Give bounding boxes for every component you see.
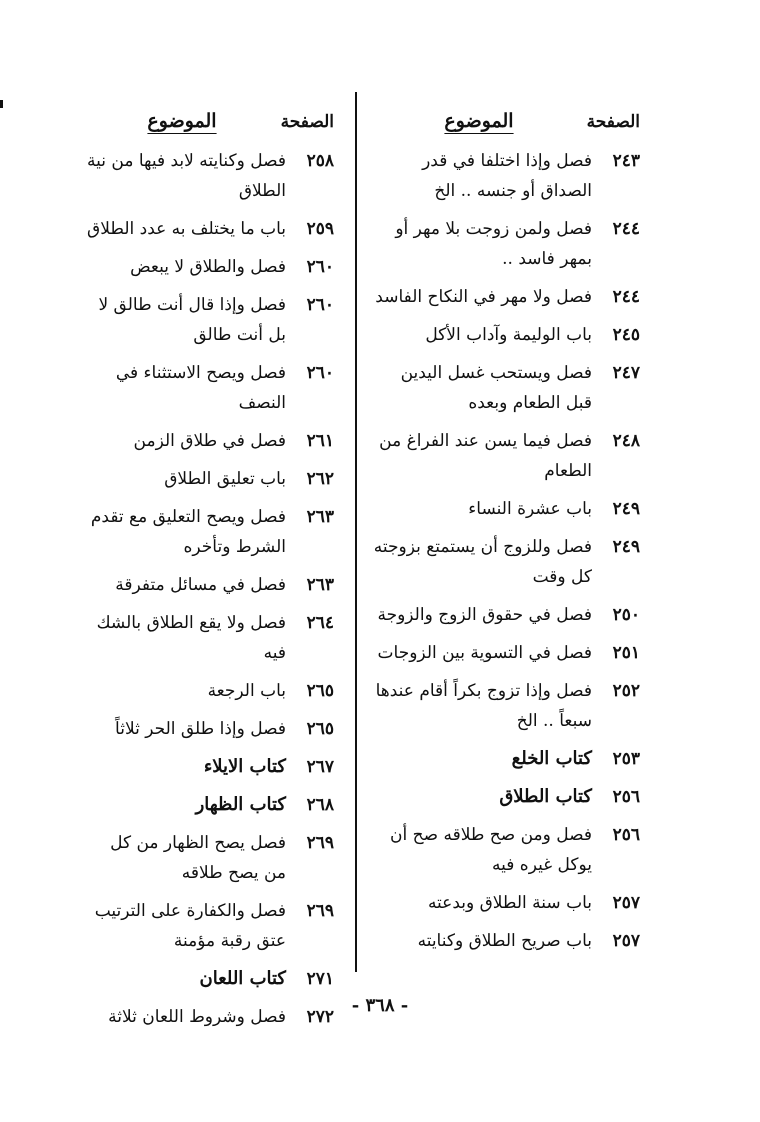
toc-entry-title: فصل يصح الظهار من كل من يصح طلاقه: [110, 833, 286, 883]
toc-entry: [372, 494, 640, 524]
toc-entry-page: ٢٦٥: [306, 719, 334, 739]
toc-entry-page: ٢٦٧: [306, 757, 334, 777]
toc-entry-title: فصل في التسوية بين الزوجات: [377, 643, 592, 663]
column-header: [372, 100, 640, 132]
toc-entry-title: كتاب الايلاء: [203, 756, 286, 777]
toc-entry-title: فصل ويستحب غسل اليدين قبل الطعام وبعده: [400, 363, 592, 413]
toc-entry: [84, 714, 334, 744]
toc-entry-page: ٢٤٤: [612, 219, 640, 239]
toc-entry-title: فصل وإذا طلق الحر ثلاثاً: [115, 719, 286, 739]
toc-entry-page: ٢٦٢: [306, 469, 334, 489]
toc-entry-page: ٢٥٣: [612, 749, 640, 769]
page-number: - ٣٦٨ -: [351, 995, 409, 1016]
toc-entry-page: ٢٤٨: [612, 431, 640, 451]
toc-entry-title: باب الوليمة وآداب الأكل: [425, 325, 592, 345]
toc-entry-page: ٢٥٨: [306, 151, 334, 171]
toc-entries-left: [84, 146, 334, 1032]
toc-entry-title: فصل وإذا اختلفا في قدر الصداق أو جنسه .. الخ: [422, 151, 592, 201]
toc-entry-title: فصل ويصح الاستثناء في النصف: [115, 363, 286, 413]
toc-entry: [84, 146, 334, 206]
toc-entry-page: ٢٦٠: [306, 295, 334, 315]
toc-entry-title: فصل وإذا قال أنت طالق لا بل أنت طالق: [98, 295, 286, 345]
toc-entry-title: كتاب اللعان: [199, 968, 286, 989]
toc-entry-title: فصل في مسائل متفرقة: [115, 575, 286, 595]
toc-entry: [84, 464, 334, 494]
toc-entry: [372, 820, 640, 880]
toc-entry-title: فصل ولا مهر في النكاح الفاسد: [375, 287, 592, 307]
toc-entry-page: ٢٧١: [306, 969, 334, 989]
toc-entry-page: ٢٦١: [306, 431, 334, 451]
toc-entry-page: ٢٥٩: [306, 219, 334, 239]
toc-entry: [372, 282, 640, 312]
toc-entry: [84, 358, 334, 418]
toc-entry-page: ٢٥٦: [612, 787, 640, 807]
toc-column-right: [372, 100, 640, 964]
toc-entry: [84, 964, 334, 994]
toc-entry-title: فصل في حقوق الزوج والزوجة: [377, 605, 592, 625]
toc-entry: [372, 532, 640, 592]
toc-entry: [84, 252, 334, 282]
toc-entry-title: باب تعليق الطلاق: [164, 469, 286, 489]
toc-entry-page: ٢٤٩: [612, 537, 640, 557]
toc-entry-title: فصل والطلاق لا يبعض: [130, 257, 286, 277]
toc-entry-title: فصل ولمن زوجت بلا مهر أو بمهر فاسد ..: [395, 219, 592, 269]
toc-entry-title: فصل ومن صح طلاقه صح أن يوكل غيره فيه: [390, 825, 592, 875]
header-page-label: الصفحة: [280, 112, 334, 132]
toc-entry: [372, 600, 640, 630]
toc-entry-title: فصل فيما يسن عند الفراغ من الطعام: [379, 431, 592, 481]
toc-entry-page: ٢٥٢: [612, 681, 640, 701]
toc-entry-title: باب ما يختلف به عدد الطلاق: [87, 219, 286, 239]
toc-entry-page: ٢٦٣: [306, 575, 334, 595]
toc-entry-title: فصل ولا يقع الطلاق بالشك فيه: [96, 613, 286, 663]
toc-entry-page: ٢٥١: [612, 643, 640, 663]
header-topic-label: الموضوع: [147, 110, 217, 132]
toc-entry: [372, 358, 640, 418]
toc-entry: [84, 608, 334, 668]
toc-entry: [84, 290, 334, 350]
toc-entry-page: ٢٦٥: [306, 681, 334, 701]
toc-entry-page: ٢٥٠: [612, 605, 640, 625]
toc-entry-page: ٢٦٨: [306, 795, 334, 815]
header-page-label: الصفحة: [586, 112, 640, 132]
toc-entry-title: كتاب الطلاق: [499, 786, 592, 807]
toc-entry-title: باب سنة الطلاق وبدعته: [427, 893, 592, 913]
toc-entry-page: ٢٤٣: [612, 151, 640, 171]
toc-entry-title: باب صريح الطلاق وكنايته: [417, 931, 592, 951]
toc-entry: [84, 502, 334, 562]
column-divider: [355, 92, 357, 972]
toc-entry-title: فصل وإذا تزوج بكراً أقام عندها سبعاً .. الخ: [375, 681, 592, 731]
toc-entry-title: كتاب الظهار: [195, 794, 286, 815]
toc-entry-title: فصل وللزوج أن يستمتع بزوجته كل وقت: [373, 537, 592, 587]
toc-entry-title: باب الرجعة: [207, 681, 286, 701]
toc-entry: [84, 828, 334, 888]
toc-entry-page: ٢٦٠: [306, 363, 334, 383]
toc-entry-title: فصل في طلاق الزمن: [133, 431, 286, 451]
toc-entry: [84, 570, 334, 600]
toc-entry-page: ٢٤٤: [612, 287, 640, 307]
toc-entry-page: ٢٦٩: [306, 901, 334, 921]
toc-entry: [372, 888, 640, 918]
toc-entry: [372, 744, 640, 774]
toc-entry-page: ٢٤٧: [612, 363, 640, 383]
toc-entry: [372, 638, 640, 668]
toc-entry-title: فصل وشروط اللعان ثلاثة: [108, 1007, 286, 1027]
toc-entry: [372, 676, 640, 736]
toc-entry: [372, 146, 640, 206]
header-topic-label: الموضوع: [444, 110, 514, 132]
toc-entry-title: كتاب الخلع: [511, 748, 592, 769]
toc-entry-page: ٢٦٤: [306, 613, 334, 633]
toc-entry: [372, 214, 640, 274]
toc-entry-page: ٢٥٧: [612, 893, 640, 913]
toc-entry-title: فصل والكفارة على الترتيب عتق رقبة مؤمنة: [94, 901, 286, 951]
toc-entry-title: فصل وكنايته لابد فيها من نية الطلاق: [87, 151, 286, 201]
toc-entry-page: ٢٤٩: [612, 499, 640, 519]
toc-entry: [372, 782, 640, 812]
toc-entry: [84, 790, 334, 820]
margin-mark: [0, 100, 3, 108]
toc-column-left: [84, 100, 334, 1040]
toc-entry-title: باب عشرة النساء: [468, 499, 592, 519]
toc-entry-title: فصل ويصح التعليق مع تقدم الشرط وتأخره: [90, 507, 286, 557]
toc-entry: [84, 214, 334, 244]
toc-entry-page: ٢٥٧: [612, 931, 640, 951]
toc-entry: [372, 320, 640, 350]
toc-entry: [372, 426, 640, 486]
toc-entry-page: ٢٦٣: [306, 507, 334, 527]
column-header: [84, 100, 334, 132]
toc-entry: [84, 426, 334, 456]
toc-entry-page: ٢٥٦: [612, 825, 640, 845]
toc-entry: [84, 896, 334, 956]
toc-entry-page: ٢٦٩: [306, 833, 334, 853]
toc-entry-page: ٢٧٢: [306, 1007, 334, 1027]
toc-entry: [84, 676, 334, 706]
toc-entry-page: ٢٦٠: [306, 257, 334, 277]
toc-entry: [84, 752, 334, 782]
toc-entries-right: [372, 146, 640, 956]
toc-entry: [372, 926, 640, 956]
toc-entry-page: ٢٤٥: [612, 325, 640, 345]
